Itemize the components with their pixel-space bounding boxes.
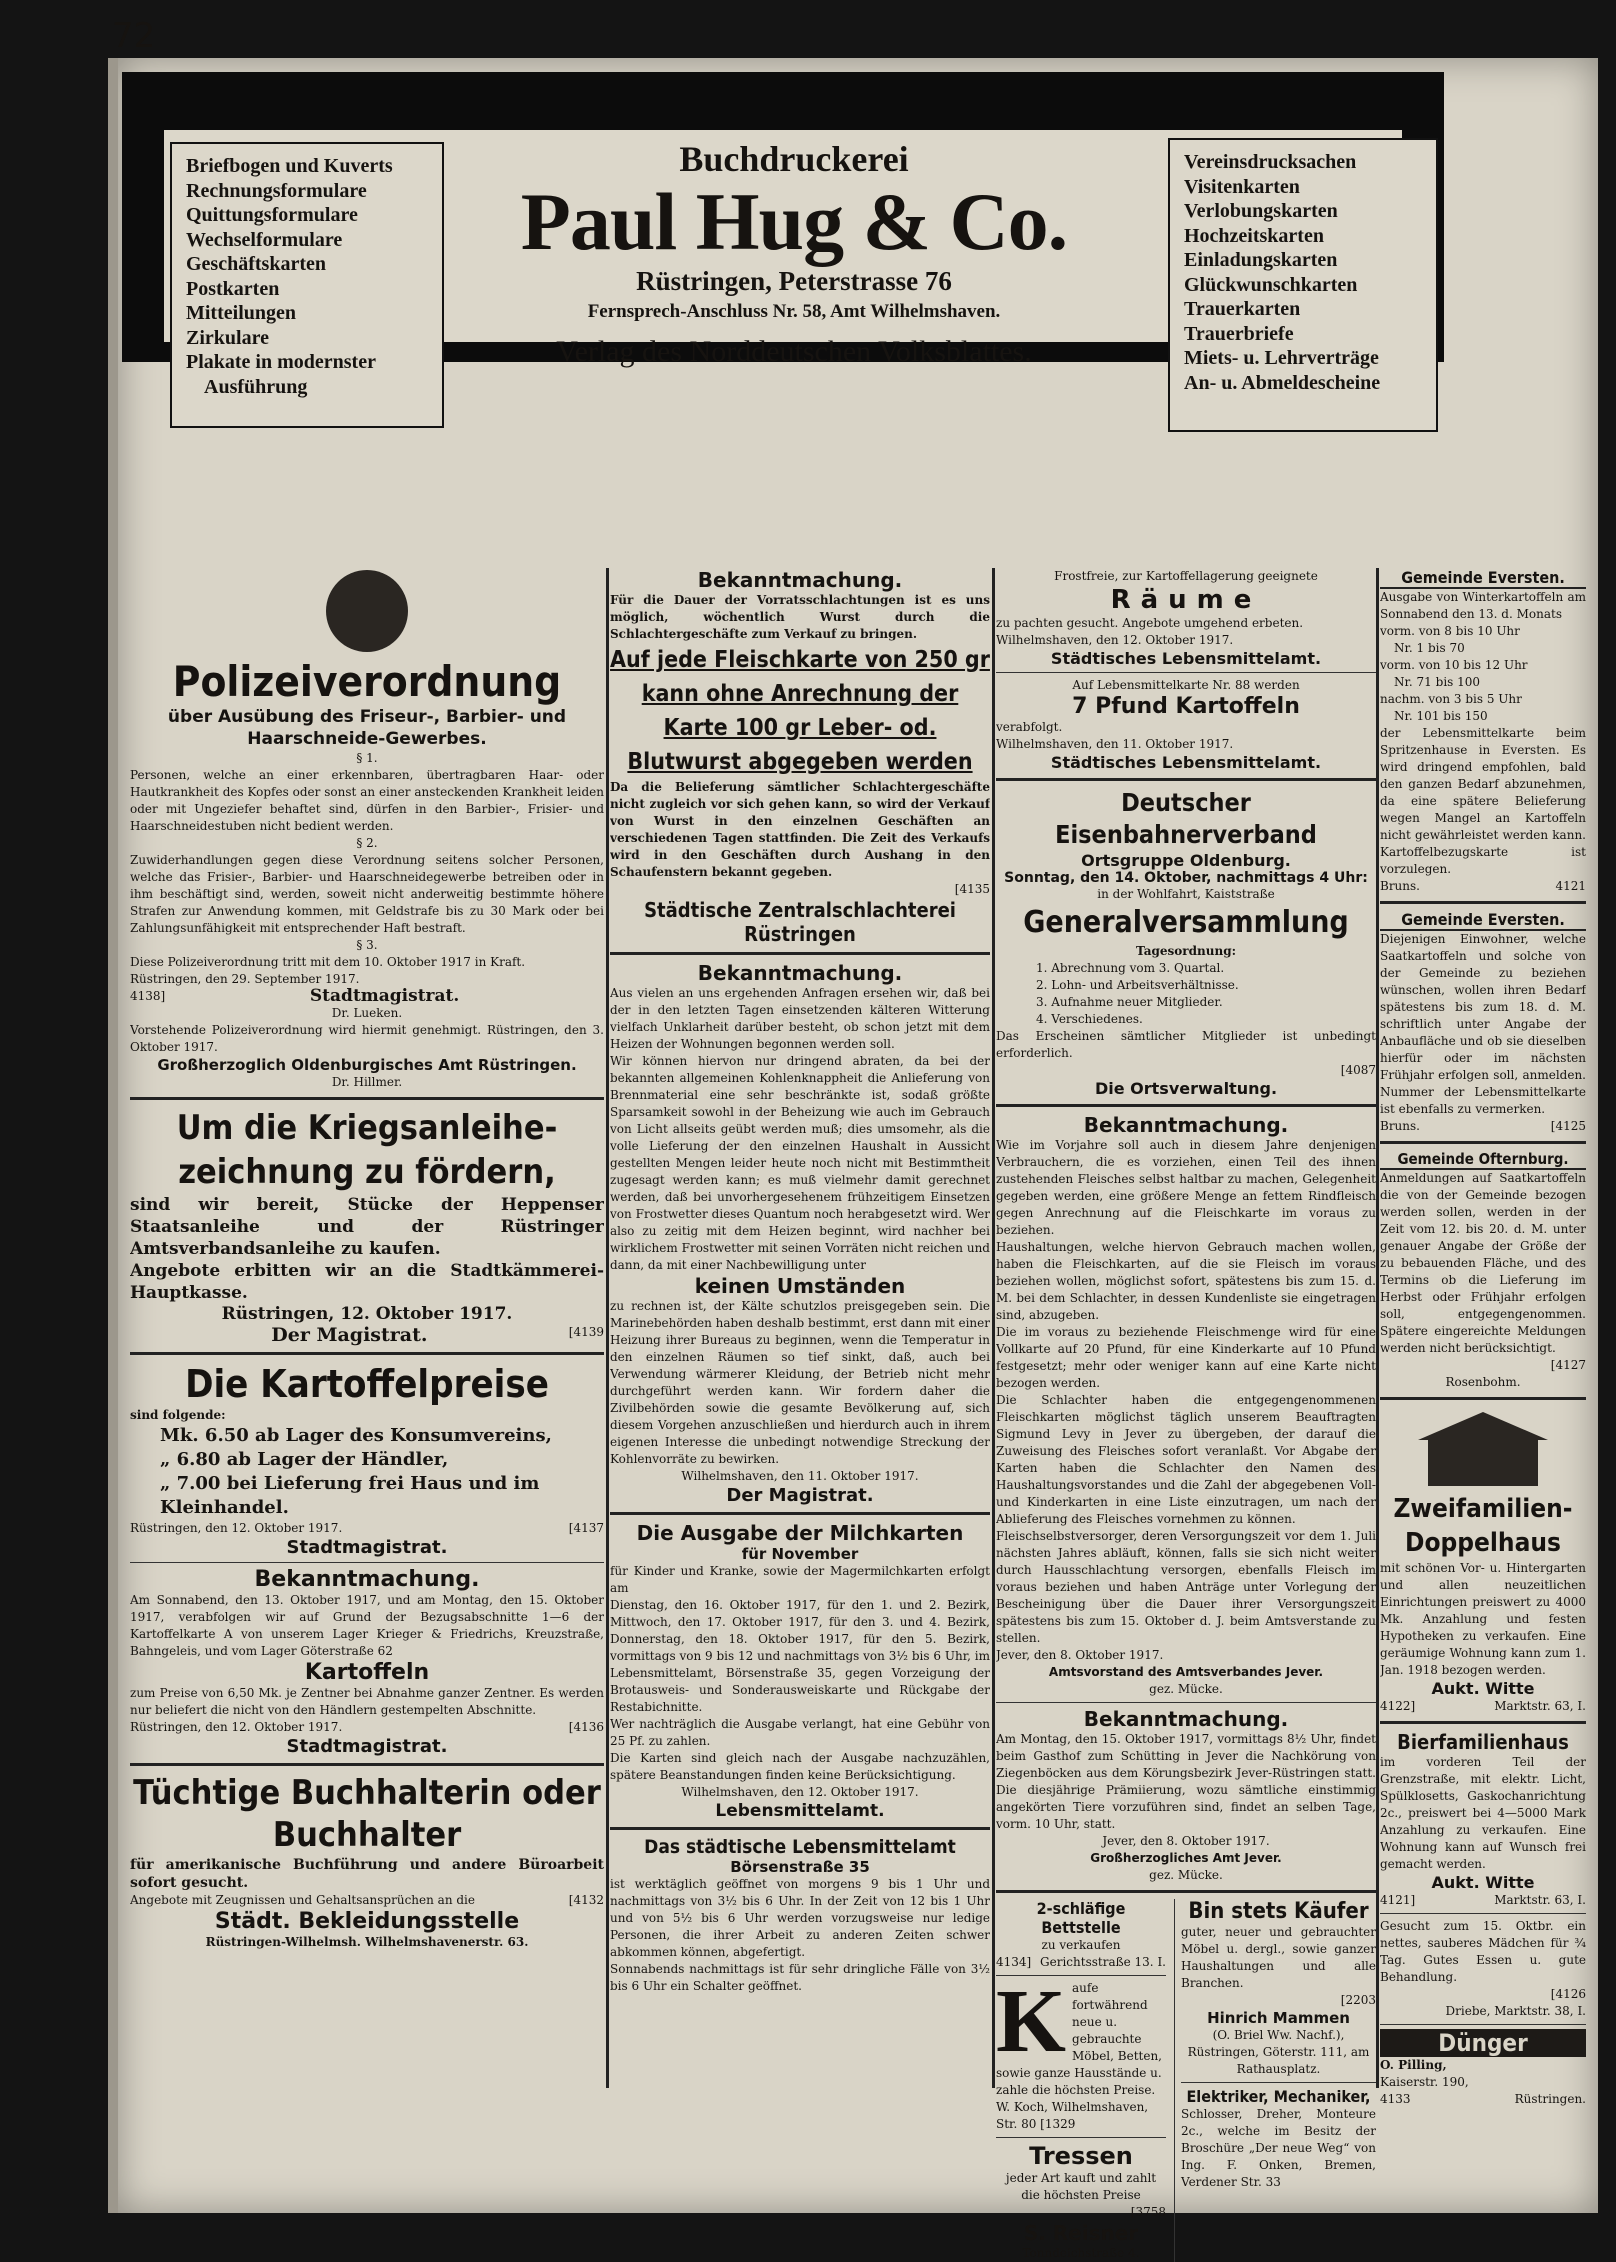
product-item: Verlobungskarten <box>1184 200 1338 222</box>
paragraph: Diejenigen Einwohner, welche Saatkartoffeln und solche von der Gemeinde zu beziehen wünschen, wollen ihren Bedarf spätestens bis zum 18. d. M. schriftlich unter Angabe der Anbaufläche und ob sie dieselben hierfür oder im nächsten Frühjahr erfolgen soll, anmelden. Nummer der Lebensmittelkarte ist ebenfalls zu vermerken. <box>1380 932 1586 1116</box>
job-ad-title: Tüchtige Buchhalterin oder Buchhalter <box>133 1773 601 1855</box>
agenda-item: 4. Verschiedenes. <box>1036 1012 1143 1026</box>
schedule-row: nachm. von 3 bis 5 Uhr <box>1380 692 1522 706</box>
ad-number: [4125 <box>1550 1119 1586 1133</box>
paragraph: Angebote mit Zeugnissen und Gehaltsansprüchen an die <box>130 1893 475 1907</box>
signature: Großherzogliches Amt Jever. <box>1090 1851 1282 1865</box>
ad-number: 4121] <box>1380 1893 1416 1907</box>
police-ordinance-title: Polizeiverordnung <box>172 657 562 706</box>
paragraph: Wir können hiervon nur dringend abraten, da bei der bekannten allgemeinen Kohlenknappheit die Anlieferung von Brennmaterial eine sehr beschränkte ist, sodaß größte Sparsamkeit sowohl in der Beheizung wie auch im Gebrauch von Licht allseits geübt werden muß; dies umsomehr, als die volle Lieferung der den einzelnen Haushalt in Aussicht gestellten Mengen leider heute noch nicht mit Bestimmtheit zugesagt werden kann; es muß vielmehr damit gerechnet werden, daß bei unvorhergesehenem frühzeitigem Einsetzen von Frostwetter dieses Quantum noch herabgesetzt wird. Wer also zu zeitig mit dem Heizen beginnt, wird nachher bei wirklichem Frostwetter mit seinen Vorräten nicht reichen und dann, da mit einer Nachbewilligung unter <box>610 1054 990 1272</box>
product-item: Hochzeitskarten <box>1184 224 1324 247</box>
signature: Stadtmagistrat. <box>286 1736 448 1757</box>
ad-number: [4135 <box>954 882 990 896</box>
rail-union-subtitle: Ortsgruppe Oldenburg. <box>1081 851 1291 870</box>
paragraph: zu rechnen ist, der Kälte schutzlos preisgegeben sein. Die Marinebehörden haben deshalb bestimmt, erst dann mit einer Heizung ihrer Bureaus zu beginnen, wenn die Temperatur in den einzelnen Räumen so tief sinkt, daß, auch bei Verwendung wärmerer Kleidung, der Betrieb nicht mehr durchgeführt werden kann. Wir fordern daher die Zivilbehörden sowie die gesamte Bevölkerung auf, sich diesem Vorgehen anzuschließen und hierdurch auch in ihrem eigenen Interesse die unbedingt notwendige Streckung der Kohlenvorräte zu bewirken. <box>610 1299 990 1466</box>
paragraph: Am Montag, den 15. Oktober 1917, vormittags 8½ Uhr, findet beim Gasthof zum Schütting in Jever die Nachkörung von Ziegenböcken aus dem Körungsbezirk Jever-Rüstringen statt. Die diesjährige Prämiierung, wozu sämtliche einstimmig angekörten Tiere vorzuführen sind, findet an selben Tage, vorm. 10 Uhr, statt. <box>996 1732 1376 1831</box>
date-line: Wilhelmshaven, den 11. Oktober 1917. <box>681 1469 919 1483</box>
date-line: Rüstringen, 12. Oktober 1917. <box>221 1304 513 1324</box>
publisher-line: Verlag des Norddeutschen Volksblattes. <box>556 335 1032 368</box>
coat-of-arms-icon <box>326 570 408 652</box>
address-line: Rüstringen-Wilhelmsh. Wilhelmshavenerstr. 63. <box>205 1935 529 1949</box>
schedule-row: Nr. 101 bis 150 <box>1394 709 1488 723</box>
signatory-name: Dr. Hillmer. <box>331 1075 403 1089</box>
ad-number: [4087 <box>1340 1063 1376 1077</box>
address-line: Gerichtsstraße 13. I. <box>1040 1955 1166 1969</box>
printer-advertisement-banner <box>122 72 1444 398</box>
signature: Städtische Zentralschlachterei Rüstringen <box>644 898 956 946</box>
paragraph: Angebote erbitten wir an die Stadtkämmerei-Hauptkasse. <box>130 1261 604 1303</box>
product-item: Miets- u. Lehrverträge <box>1184 347 1379 369</box>
address-line: (O. Briel Ww. Nachf.), Rüstringen, Göterstr. 111, am Rathausplatz. <box>1187 2028 1370 2076</box>
signatory-name: Dr. Lueken. <box>331 1006 403 1020</box>
milk-cards-title: Die Ausgabe der Milchkarten <box>636 1521 964 1545</box>
schedule-row: vorm. von 8 bis 10 Uhr <box>1380 624 1520 638</box>
paragraph: zu verkaufen <box>1041 1938 1121 1952</box>
agenda-item: 3. Aufnahme neuer Mitglieder. <box>1036 995 1223 1009</box>
company-name: Paul Hug & Co. <box>520 176 1068 267</box>
address-line: Tonndeichstraße 4. <box>1022 2246 1140 2260</box>
paragraph: aufe fortwährend neue u. gebrauchte Möbel, Betten, sowie ganze Hausstände u. zahle die höchsten Preise. W. Koch, Wilhelmshaven, Str. 80 [1329 <box>996 1981 1162 2131</box>
meeting-place: in der Wohlfahrt, Kaiststraße <box>1097 887 1275 901</box>
ad-number: [4127 <box>1550 1358 1586 1372</box>
column-rule <box>992 568 995 2088</box>
column-2 <box>610 568 990 1995</box>
buyer-ad-title: Bin stets Käufer <box>1188 1899 1369 1924</box>
signature: Stadtmagistrat. <box>286 1537 448 1558</box>
signature: Der Magistrat. <box>726 1485 874 1506</box>
house-ad-title: Zweifamilien-Doppelhaus <box>1393 1494 1573 1558</box>
date-line: Rüstringen, den 29. September 1917. <box>130 972 360 986</box>
column-3 <box>996 568 1376 2262</box>
banner-line1: Buchdruckerei <box>679 139 909 179</box>
food-office-address: Börsenstraße 35 <box>730 1858 870 1876</box>
notice-headline: 7 Pfund Kartoffeln <box>1072 694 1300 719</box>
paragraph: zu pachten gesucht. Angebote umgehend erbeten. <box>996 616 1304 630</box>
ad-number: 4121 <box>1555 879 1586 893</box>
banner-inner <box>164 130 1402 398</box>
paragraph: Wie im Vorjahre soll auch in diesem Jahre denjenigen Verbrauchern, die es vorziehen, einen Teil des ihnen zustehenden Fleisches selbst haltbar zu machen, Gelegenheit gegeben werden, eine größere Menge an fettem Rindfleisch gegen Anrechnung auf die Fleischkarte im voraus zu beziehen. <box>996 1138 1376 1237</box>
paragraph: ist werktäglich geöffnet von morgens 9 bis 1 Uhr und nachmittags von 3½ bis 6 Uhr. In der Zeit von 12 bis 1 Uhr und von 5½ bis 6 Uhr werden vorzugsweise nur ledige Personen, die ihrer Arbeit zu anderen Zeiten schwer abkommen können, abgefertigt. <box>610 1877 990 1959</box>
fertilizer-ad-title: Dünger <box>1380 2029 1586 2057</box>
address-line: Driebe, Marktstr. 38, I. <box>1445 2004 1586 2018</box>
paragraph: guter, neuer und gebrauchter Möbel u. dergl., sowie ganzer Haushaltungen und alle Branchen. <box>1181 1925 1376 1990</box>
notice-title: Bekanntmachung. <box>1083 1113 1289 1137</box>
product-item: An- u. Abmeldescheine <box>1184 371 1381 394</box>
paragraph: Für die Dauer der Vorratsschlachtungen ist es uns möglich, wöchentlich Wurst durch die Schlachtergeschäfte zum Verkauf zu bringen. <box>610 593 990 641</box>
authority-name: Großherzoglich Oldenburgisches Amt Rüstringen. <box>157 1056 577 1074</box>
paragraph: Frostfreie, zur Kartoffellagerung geeignete <box>1054 569 1318 583</box>
paragraph: für Kinder und Kranke, sowie der Magermilchkarten erfolgt am <box>610 1564 990 1595</box>
ad-number: [4126 <box>1550 1987 1586 2001</box>
paragraph: Personen, welche an einer erkennbaren, übertragbaren Haar- oder Hautkrankheit des Kopfes oder sonst an einer ansteckenden Krankheit leiden oder mit Ungeziefer behaftet sind, dürfen in den Barbier-, Frisier- und Haarschneidestuben nicht bedient werden. <box>130 768 604 833</box>
potato-prices-title: Die Kartoffelpreise <box>185 1362 549 1406</box>
signature: Bruns. <box>1380 879 1420 893</box>
product-item: Wechselformulare <box>186 228 343 251</box>
paragraph: Vorstehende Polizeiverordnung wird hiermit genehmigt. Rüstringen, den 3. Oktober 1917. <box>130 1023 604 1054</box>
product-item: Einladungskarten <box>1184 249 1338 271</box>
company-phone: Fernsprech-Anschluss Nr. 58, Amt Wilhelmshaven. <box>587 301 1001 322</box>
initial-letter: K <box>996 1980 1067 2071</box>
product-item: Mitteilungen <box>186 302 296 324</box>
product-item: Ausführung <box>204 375 308 398</box>
price-line: „ 6.80 ab Lager der Händler, <box>160 1449 449 1470</box>
paragraph: verabfolgt. <box>996 720 1063 734</box>
notice-title: Gemeinde Ofternburg. <box>1380 1150 1586 1170</box>
paragraph: Ausgabe von Winterkartoffeln am Sonnabend den 13. d. Monats <box>1380 590 1586 621</box>
paragraph: Gesucht zum 15. Oktbr. ein nettes, sauberes Mädchen für ¾ Tag. Gutes Essen u. gute Behandlung. <box>1380 1919 1586 1984</box>
date-line: Wilhelmshaven, den 11. Oktober 1917. <box>996 737 1234 751</box>
schedule-row: vorm. von 10 bis 12 Uhr <box>1380 658 1528 672</box>
paragraph: sind folgende: <box>130 1408 226 1422</box>
product-item: Trauerkarten <box>1184 298 1301 320</box>
address-line: Rüstringen. <box>1514 2092 1586 2106</box>
agenda-item: 1. Abrechnung vom 3. Quartal. <box>1036 961 1225 975</box>
notice-title: Bekanntmachung. <box>1083 1707 1289 1731</box>
paragraph: der Lebensmittelkarte beim Spritzenhause in Eversten. Es wird dringend empfohlen, bald den ganzen Bedarf abzunehmen, da eine spätere Belieferung wegen Mangel an Kartoffeln nicht gewährleistet werden kann. Kartoffelbezugskarte ist vorzulegen. <box>1380 726 1586 876</box>
paragraph: Haushaltungen, welche hiervon Gebrauch machen wollen, haben die Fleischkarten, auf die sie Fleisch im voraus beziehen wollen, möglichst sofort, spätestens bis zum 15. d. M. bei dem Schlachter, in dessen Kundenliste sie eingetragen sind, abzugeben. <box>996 1240 1376 1322</box>
signature: S. Reisner <box>1023 2221 1139 2245</box>
paragraph: Anmeldungen auf Saatkartoffeln die von der Gemeinde bezogen werden sollen, werden in der Zeit vom 12. bis 20. d. M. unter genauer Angabe der Größe der zu bebauenden Fläche, und des Termins ob die Lieferung im Herbst oder Frühjahr erfolgen soll, entgegengenommen. Spätere eingereichte Meldungen werden nicht berücksichtigt. <box>1380 1171 1586 1355</box>
address-line: Kaiserstr. 190, <box>1380 2075 1469 2089</box>
signature: Die Ortsverwaltung. <box>1094 1079 1278 1098</box>
agenda-label: Tagesordnung: <box>1135 944 1237 958</box>
date-line: Rüstringen, den 12. Oktober 1917. <box>130 1521 343 1535</box>
paragraph: Diese Polizeiverordnung tritt mit dem 10. Oktober 1917 in Kraft. <box>130 955 526 969</box>
ad-number: 4133 <box>1380 2092 1411 2106</box>
police-ordinance-subtitle: über Ausübung des Friseur-, Barbier- und Haarschneide-Gewerbes. <box>167 707 567 749</box>
house-illustration-icon <box>1408 1406 1558 1486</box>
food-office-title: Das städtische Lebensmittelamt <box>644 1836 956 1858</box>
address-line: Marktstr. 63, I. <box>1494 1699 1586 1713</box>
paragraph: Zuwiderhandlungen gegen diese Verordnung seitens solcher Personen, welche das Frisier-, Barbier- und Haarschneidegewerbe betreiben oder in ihm beschäftigt sind, werden, soweit nicht anderweitig bestimmte höhere Strafen zur Anwendung kommen, mit Geldstrafe bis zu 30 Mark oder bei Zahlungsunfähigkeit mit entsprechender Haft bestraft. <box>130 853 604 935</box>
signature: Der Magistrat. <box>271 1324 428 1346</box>
notice-headline: Auf jede Fleischkarte von 250 gr kann ohne Anrechnung der Karte 100 gr Leber- od. Blutwurst abgegeben werden <box>610 647 990 775</box>
date-line: Wilhelmshaven, den 12. Oktober 1917. <box>681 1785 919 1799</box>
signature: Bruns. <box>1380 1119 1420 1133</box>
paragraph: Das Erscheinen sämtlicher Mitglieder ist unbedingt erforderlich. <box>996 1029 1376 1060</box>
milk-cards-subtitle: für November <box>741 1545 859 1563</box>
signature: Amtsvorstand des Amtsverbandes Jever. <box>1048 1665 1324 1679</box>
electrician-ad-title: Elektriker, Mechaniker, <box>1186 2087 1371 2106</box>
paragraph: Da die Belieferung sämtlicher Schlachtergeschäfte nicht zugleich vor sich gehen kann, so wird der Verkauf von Wurst in den einzelnen Geschäften an verschiedenen Tagen stattfinden. Die Zeit des Verkaufs wird in den Geschäften durch Aushang in den Schaufenstern bekannt gegeben. <box>610 780 990 879</box>
product-item: Quittungsformulare <box>186 204 358 226</box>
date-line: Jever, den 8. Oktober 1917. <box>996 1648 1164 1662</box>
ad-number: [4139 <box>568 1325 604 1339</box>
notice-title: Gemeinde Eversten. <box>1380 910 1586 931</box>
banner-center <box>424 130 1164 369</box>
ad-number: [4132 <box>568 1893 604 1907</box>
product-item: Geschäftskarten <box>186 253 326 275</box>
signature: Hinrich Mammen <box>1207 2009 1350 2027</box>
notice-title: Bekanntmachung. <box>697 568 903 592</box>
schedule-row: Nr. 71 bis 100 <box>1394 675 1481 689</box>
paragraph: Aus vielen an uns ergehenden Anfragen ersehen wir, daß bei der in den letzten Tagen einsetzenden kälteren Witterung vielfach Unklarheit darüber besteht, ob schon jetzt mit dem Heizen der Wohnungen begonnen werden soll. <box>610 986 990 1051</box>
paragraph: Am Sonnabend, den 13. Oktober 1917, und am Montag, den 15. Oktober 1917, verabfolgen wir auf Grund der Bezugsabschnitte 1—6 der Kartoffelkarte A von unserem Lager Krieger & Friedrichs, Kreuzstraße, Bahngeleis, und vom Lager Göterstraße 62 <box>130 1593 604 1658</box>
agenda-item: 2. Lohn- und Arbeitsverhältnisse. <box>1036 978 1239 992</box>
ad-number: 4138] <box>130 989 166 1003</box>
war-loan-title: Um die Kriegsanleihe-zeichnung zu fördern, <box>176 1108 558 1192</box>
address-line: Marktstr. 63, I. <box>1494 1893 1586 1907</box>
product-item: Visitenkarten <box>1184 175 1300 198</box>
product-item: Trauerbriefe <box>1184 322 1294 345</box>
product-item: Rechnungsformulare <box>186 179 367 202</box>
column-rule <box>606 568 609 2088</box>
ad-number: 4134] <box>996 1955 1032 1969</box>
signature: Stadtmagistrat. <box>309 986 460 1006</box>
ad-number: [4136 <box>568 1720 604 1734</box>
section-marker: § 3. <box>356 938 378 952</box>
signatory-name: gez. Mücke. <box>1149 1868 1223 1882</box>
paragraph: im vorderen Teil der Grenzstraße, mit elektr. Licht, Spülklosetts, Gaskochanrichtung 2c., preiswert bei 4—5000 Mark Anzahlung zu verkaufen. Eine Wohnung kann auf Wunsch frei gemacht werden. <box>1380 1755 1586 1871</box>
product-item: Glückwunschkarten <box>1184 273 1358 296</box>
signature: Städtisches Lebensmittelamt. <box>1050 649 1322 668</box>
notice-title: Gemeinde Eversten. <box>1380 568 1586 589</box>
paragraph: Die im voraus zu beziehende Fleischmenge wird für eine Vollkarte auf 20 Pfund, für eine Kinderkarte auf 10 Pfund festgesetzt; mehr oder weniger kann auf eine Karte nicht bezogen werden. <box>996 1325 1376 1390</box>
signature: Rosenbohm. <box>1445 1375 1521 1389</box>
meeting-date: Sonntag, den 14. Oktober, nachmittags 4 Uhr: <box>1004 870 1368 886</box>
schedule-row: Nr. 1 bis 70 <box>1394 641 1465 655</box>
paragraph: Auf Lebensmittelkarte Nr. 88 werden <box>1072 678 1300 692</box>
tressen-title: Tressen <box>1029 2142 1133 2170</box>
product-item: Postkarten <box>186 277 280 300</box>
section-marker: § 2. <box>356 836 378 850</box>
paragraph: Schlosser, Dreher, Monteure 2c., welche im Besitz der Broschüre „Der neue Weg“ von Ing. F. Onken, Bremen, Verdener Str. 33 <box>1181 2107 1376 2189</box>
date-line: Rüstringen, den 12. Oktober 1917. <box>130 1720 343 1734</box>
column-1 <box>130 568 604 1951</box>
price-line: „ 7.00 bei Lieferung frei Haus und im Kleinhandel. <box>160 1473 540 1518</box>
paragraph: Dienstag, den 16. Oktober 1917, für den 1. und 2. Bezirk, Mittwoch, den 17. Oktober 1917, für den 3. und 4. Bezirk, Donnerstag, den 18. Oktober 1917, für den 5. Bezirk, vormittags von 9 bis 12 und nachmittags von 3½ bis 6 Uhr, im Lebensmittelamt, Börsenstraße 35, gegen Vorzeigung der Brotausweis- und Sonderausweiskarte und Rückgabe der Restabichnitte. <box>610 1598 990 1714</box>
bed-ad-title: 2-schläfige Bettstelle <box>1036 1899 1126 1937</box>
section-marker: § 1. <box>356 751 378 765</box>
signature: Aukt. Witte <box>1431 1679 1535 1698</box>
signatory-name: gez. Mücke. <box>1149 1682 1223 1696</box>
signature: Aukt. Witte <box>1431 1873 1535 1892</box>
paragraph: Die Karten sind gleich nach der Ausgabe nachzuzählen, spätere Beanstandungen finden keine Berücksichtigung. <box>610 1751 990 1782</box>
ad-number: [2203 <box>1340 1993 1376 2007</box>
product-item: Plakate in modernster <box>186 351 376 373</box>
signature: Städtisches Lebensmittelamt. <box>1050 753 1322 772</box>
page-number: 72 <box>112 16 156 56</box>
product-item: Briefbogen und Kuverts <box>186 155 393 177</box>
paragraph: mit schönen Vor- u. Hintergarten und allen neuzeitlichen Einrichtungen preiswert zu 4000 Mk. Anzahlung und festen Hypotheken zu verkaufen. Eine geräumige Wohnung kann zum 1. Jan. 1918 bezogen werden. <box>1380 1561 1586 1677</box>
notice-title: Bekanntmachung. <box>697 961 903 985</box>
ad-number: 4122] <box>1380 1699 1416 1713</box>
ad-number: [3758 <box>1130 2205 1166 2219</box>
notice-headline: Räume <box>1110 585 1262 615</box>
rail-union-title: Deutscher Eisenbahnerverband <box>1055 788 1317 849</box>
paragraph: Fleischselbstversorger, deren Versorgungszeit vor dem 1. Juli nächsten Jahres abläuft, können, falls sie sich nicht weiter durch Hausschlachtung versorgen, ebenfalls Fleisch im voraus beziehen und haben Anträge unter Vorlegung der Bescheinigung über die Dauer ihrer Versorgungszeit spätestens bis zum 15. Oktober d. J. beim Amtsverstande zu stellen. <box>996 1529 1376 1645</box>
products-list-right <box>1168 138 1438 432</box>
paragraph: jeder Art kauft und zahlt die höchsten Preise <box>1005 2171 1157 2202</box>
column-4 <box>1380 568 1586 2108</box>
signature: Städt. Bekleidungsstelle <box>214 1909 520 1934</box>
company-address: Rüstringen, Peterstrasse 76 <box>636 266 952 296</box>
paragraph: sind wir bereit, Stücke der Heppenser Staatsanleihe und der Rüstringer Amtsverbandsanleihe zu kaufen. <box>130 1195 604 1259</box>
paragraph: Wer nachträglich die Ausgabe verlangt, hat eine Gebühr von 25 Pf. zu zahlen. <box>610 1717 990 1748</box>
products-list-left <box>170 142 444 428</box>
ad-number: [4137 <box>568 1521 604 1535</box>
price-line: Mk. 6.50 ab Lager des Konsumvereins, <box>160 1425 552 1446</box>
date-line: Wilhelmshaven, den 12. Oktober 1917. <box>996 633 1234 647</box>
column-rule <box>1376 568 1379 2088</box>
product-item: Zirkulare <box>186 326 269 349</box>
signature: Lebensmittelamt. <box>715 1801 885 1821</box>
house-ad-title: Bierfamilienhaus <box>1397 1730 1569 1754</box>
paragraph: zum Preise von 6,50 Mk. je Zentner bei Abnahme ganzer Zentner. Es werden nur beliefert die nicht von den Händlern gestempelten Abschnitte. <box>130 1686 604 1717</box>
notice-headline: Generalversammlung <box>1023 905 1349 940</box>
notice-title: Bekanntmachung. <box>254 1567 480 1592</box>
paragraph: für amerikanische Buchführung und andere Büroarbeit sofort gesucht. <box>130 1857 604 1891</box>
notice-headline: keinen Umständen <box>694 1274 906 1298</box>
date-line: Jever, den 8. Oktober 1917. <box>1102 1834 1270 1848</box>
signature: O. Pilling, <box>1380 2058 1447 2072</box>
paragraph: Die Schlachter haben die entgegengenommenen Fleischkarten möglichst täglich unserem Beauftragten Sigmund Levy in Jever zu übergeben, der darauf die Zuweisung des Fleisches sofort veranlaßt. Vor Abgabe der Karten haben die Schlachter den Namen des Haushaltungsvorstandes und die Zahl der abgegebenen Voll- und Kinderkarten in eine Liste einzutragen, um nach der Ablieferung des Fleisches vornehmen zu können. <box>996 1393 1376 1526</box>
product-item: Vereinsdrucksachen <box>1184 151 1357 173</box>
paragraph: Sonnabends nachmittags ist für sehr dringliche Fälle von 3½ bis 6 Uhr ein Schalter geöffnet. <box>610 1962 990 1993</box>
notice-headline: Kartoffeln <box>304 1660 430 1685</box>
